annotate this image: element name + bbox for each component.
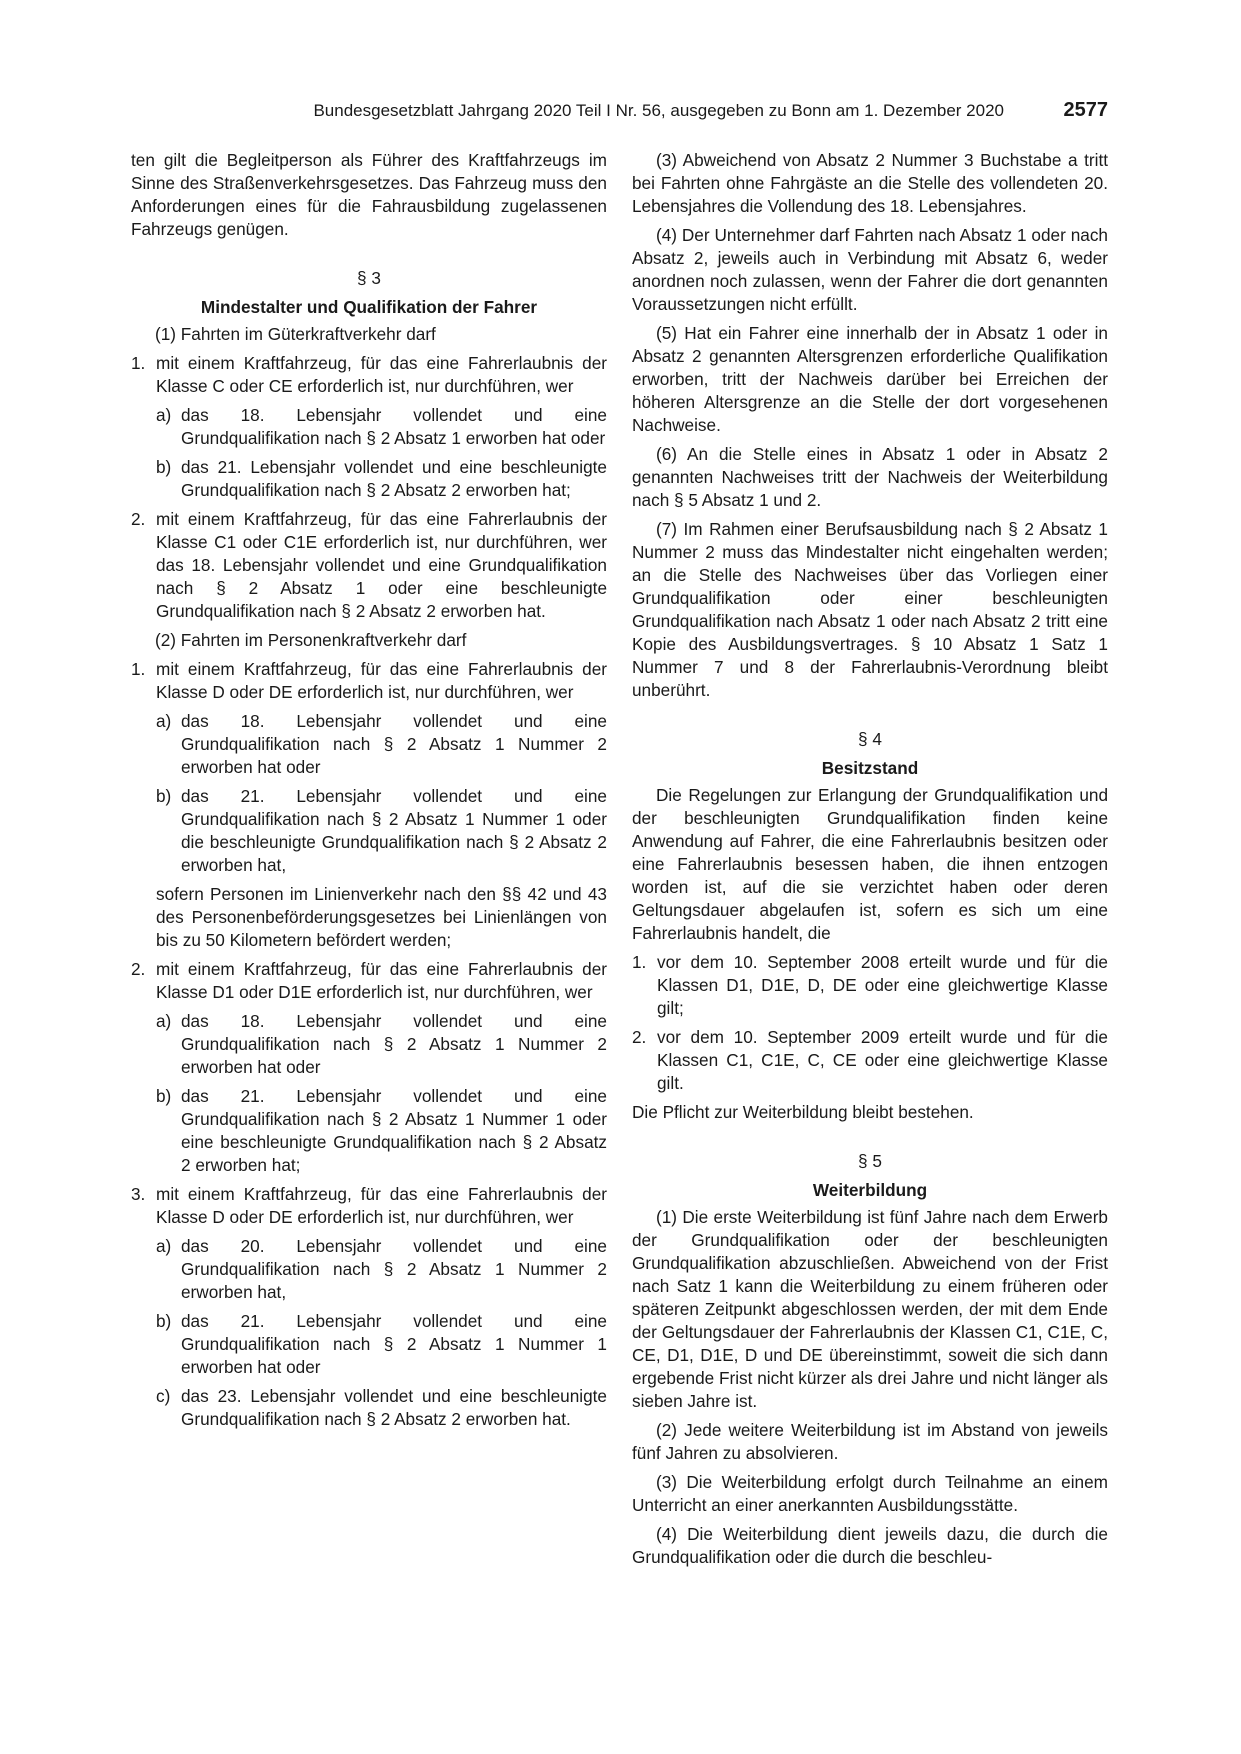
item-number: 3. [131, 1184, 146, 1204]
sub-item-text: das 18. Lebensjahr vollendet und eine Grundqualifikation nach § 2 Absatz 1 Nummer 2 erworben hat oder [181, 711, 607, 777]
item-number: 2. [632, 1027, 647, 1047]
sub-item-text: das 21. Lebensjahr vollendet und eine Grundqualifikation nach § 2 Absatz 1 Nummer 1 oder eine beschleunigte Grundqualifikation nach § 2 Absatz 2 erworben hat; [181, 1086, 607, 1175]
paragraph: (3) Abweichend von Absatz 2 Nummer 3 Buchstabe a tritt bei Fahrten ohne Fahrgäste an die Stelle des vollendeten 20. Lebensjahres die Vollendung des 18. Lebensjahres. [632, 150, 1108, 216]
sub-item-letter: b) [156, 1086, 172, 1106]
paragraph: (7) Im Rahmen einer Berufsausbildung nach § 2 Absatz 1 Nummer 2 muss das Mindestalter nicht eingehalten werden; an die Stelle des Nachweises über das Vorliegen einer Grundqualifikation oder einer beschleunigten Grundqualifikation nach Absatz 1 oder nach Absatz 2 tritt eine Kopie des Ausbildungsvertrages. § 10 Absatz 1 Satz 1 Nummer 7 und 8 der Fahrerlaubnis-Verordnung bleibt unberührt. [632, 519, 1108, 700]
item-text: mit einem Kraftfahrzeug, für das eine Fahrerlaubnis der Klasse C oder CE erforderlich ist, nur durchführen, wer [156, 353, 607, 396]
sub-item-letter: b) [156, 1311, 172, 1331]
item-text: mit einem Kraftfahrzeug, für das eine Fahrerlaubnis der Klasse D1 oder D1E erforderlich ist, nur durchführen, wer [156, 959, 607, 1002]
item-number: 1. [131, 353, 146, 373]
right-column [632, 149, 1108, 1575]
item-text: mit einem Kraftfahrzeug, für das eine Fahrerlaubnis der Klasse C1 oder C1E erforderlich ist, nur durchführen, wer das 18. Lebensjahr vollendet und eine Grundqualifikation nach § 2 Absatz 1 oder eine beschleunigte Grundqualifikation nach § 2 Absatz 2 erworben hat. [156, 509, 607, 621]
sub-item [156, 404, 607, 450]
list-item [131, 1183, 607, 1229]
paragraph: (1) Fahrten im Güterkraftverkehr darf [155, 324, 436, 344]
item-number: 2. [131, 959, 146, 979]
paragraph: (5) Hat ein Fahrer eine innerhalb der in Absatz 1 oder in Absatz 2 genannten Altersgrenzen erforderliche Qualifikation erworben, tritt der Nachweis darüber bei Erreichen der höheren Altersgrenze an die Stelle der dort vorgesehenen Nachweise. [632, 323, 1108, 435]
sub-item [156, 710, 607, 779]
page-header [130, 99, 1108, 129]
sub-item-letter: b) [156, 457, 172, 477]
list-item [632, 1026, 1108, 1095]
section-number: § 5 [858, 1151, 882, 1171]
section-title: Besitzstand [821, 758, 919, 778]
sub-item [156, 1385, 607, 1431]
item-text: vor dem 10. September 2009 erteilt wurde und für die Klassen C1, C1E, C, CE oder eine gleichwertige Klasse gilt. [657, 1027, 1108, 1093]
paragraph: (3) Die Weiterbildung erfolgt durch Teilnahme an einem Unterricht an einer anerkannten Ausbildungsstätte. [632, 1472, 1108, 1515]
running-title: Bundesgesetzblatt Jahrgang 2020 Teil I Nr. 56, ausgegeben zu Bonn am 1. Dezember 2020 [313, 101, 1004, 120]
sub-item [156, 785, 607, 877]
paragraph: Die Regelungen zur Erlangung der Grundqualifikation und der beschleunigten Grundqualifikation finden keine Anwendung auf Fahrer, die eine Fahrerlaubnis besitzen oder eine Fahrerlaubnis besessen haben, die ihnen entzogen worden ist, auf die sie verzichtet haben oder deren Geltungsdauer abgelaufen ist, sofern es sich um eine Fahrerlaubnis handelt, die [632, 785, 1108, 943]
list-item [131, 352, 607, 398]
section-title: Mindestalter und Qualifikation der Fahrer [200, 297, 538, 317]
sub-item [156, 1235, 607, 1304]
sub-item-text: das 21. Lebensjahr vollendet und eine Grundqualifikation nach § 2 Absatz 1 Nummer 1 erworben hat oder [181, 1311, 607, 1377]
sub-item-letter: a) [156, 405, 172, 425]
paragraph: (2) Jede weitere Weiterbildung ist im Abstand von jeweils fünf Jahren zu absolvieren. [632, 1420, 1108, 1463]
sub-item-letter: a) [156, 711, 172, 731]
paragraph: (4) Der Unternehmer darf Fahrten nach Absatz 1 oder nach Absatz 2, jeweils auch in Verbindung mit Absatz 6, weder anordnen noch zulassen, wenn der Fahrer die dort genannten Voraussetzungen nicht erfüllt. [632, 225, 1108, 314]
item-number: 2. [131, 509, 146, 529]
paragraph: Die Pflicht zur Weiterbildung bleibt bestehen. [632, 1102, 974, 1122]
sub-item-text: das 18. Lebensjahr vollendet und eine Grundqualifikation nach § 2 Absatz 1 Nummer 2 erworben hat oder [181, 1011, 607, 1077]
sub-item [156, 1085, 607, 1177]
item-text: vor dem 10. September 2008 erteilt wurde und für die Klassen D1, D1E, D, DE oder eine gleichwertige Klasse gilt; [657, 952, 1108, 1018]
list-item [131, 508, 607, 623]
list-item [131, 958, 607, 1004]
sub-item-letter: a) [156, 1011, 172, 1031]
page-number: 2577 [1063, 99, 1108, 121]
sub-item [156, 456, 607, 502]
sub-item-letter: a) [156, 1236, 172, 1256]
continuation-text: sofern Personen im Linienverkehr nach den §§ 42 und 43 des Personenbeförderungsgesetzes bei Linienlängen von bis zu 50 Kilometern befördert werden; [156, 884, 607, 950]
paragraph: (4) Die Weiterbildung dient jeweils dazu, die durch die Grundqualifikation oder die durch die beschleu- [632, 1524, 1108, 1567]
sub-item [156, 1010, 607, 1079]
item-text: mit einem Kraftfahrzeug, für das eine Fahrerlaubnis der Klasse D oder DE erforderlich ist, nur durchführen, wer [156, 1184, 607, 1227]
sub-item-text: das 18. Lebensjahr vollendet und eine Grundqualifikation nach § 2 Absatz 1 erworben hat oder [181, 405, 607, 448]
paragraph: ten gilt die Begleitperson als Führer des Kraftfahrzeugs im Sinne des Straßenverkehrsgesetzes. Das Fahrzeug muss den Anforderungen eines für die Fahrausbildung zugelassenen Fahrzeugs genügen. [131, 150, 607, 239]
list-item [131, 658, 607, 704]
sub-item-text: das 23. Lebensjahr vollendet und eine beschleunigte Grundqualifikation nach § 2 Absatz 2 erworben hat. [181, 1386, 607, 1429]
sub-item [156, 1310, 607, 1379]
item-number: 1. [131, 659, 146, 679]
left-column [131, 149, 607, 1437]
list-item [632, 951, 1108, 1020]
item-text: mit einem Kraftfahrzeug, für das eine Fahrerlaubnis der Klasse D oder DE erforderlich ist, nur durchführen, wer [156, 659, 607, 702]
item-number: 1. [632, 952, 647, 972]
section-number: § 4 [858, 729, 882, 749]
section-title: Weiterbildung [812, 1180, 928, 1200]
sub-item-letter: c) [156, 1386, 171, 1406]
paragraph: (6) An die Stelle eines in Absatz 1 oder in Absatz 2 genannten Nachweises tritt der Nachweis der Weiterbildung nach § 5 Absatz 1 und 2. [632, 444, 1108, 510]
section-number: § 3 [357, 268, 381, 288]
sub-item-text: das 21. Lebensjahr vollendet und eine Grundqualifikation nach § 2 Absatz 1 Nummer 1 oder die beschleunigte Grundqualifikation nach § 2 Absatz 2 erworben hat, [181, 786, 607, 875]
sub-item-text: das 21. Lebensjahr vollendet und eine beschleunigte Grundqualifikation nach § 2 Absatz 2 erworben hat; [181, 457, 607, 500]
paragraph: (2) Fahrten im Personenkraftverkehr darf [155, 630, 467, 650]
sub-item-text: das 20. Lebensjahr vollendet und eine Grundqualifikation nach § 2 Absatz 1 Nummer 2 erworben hat, [181, 1236, 607, 1302]
sub-item-letter: b) [156, 786, 172, 806]
paragraph: (1) Die erste Weiterbildung ist fünf Jahre nach dem Erwerb der Grundqualifikation oder der beschleunigten Grundqualifikation abzuschließen. Abweichend von der Frist nach Satz 1 kann die Weiterbildung zu einem früheren oder späteren Zeitpunkt abgeschlossen werden, der mit dem Ende der Geltungsdauer der Fahrerlaubnis der Klassen C1, C1E, C, CE, D1, D1E, D und DE übereinstimmt, soweit die sich dann ergebende Frist nicht kürzer als drei Jahre und nicht länger als sieben Jahre ist. [632, 1207, 1108, 1411]
